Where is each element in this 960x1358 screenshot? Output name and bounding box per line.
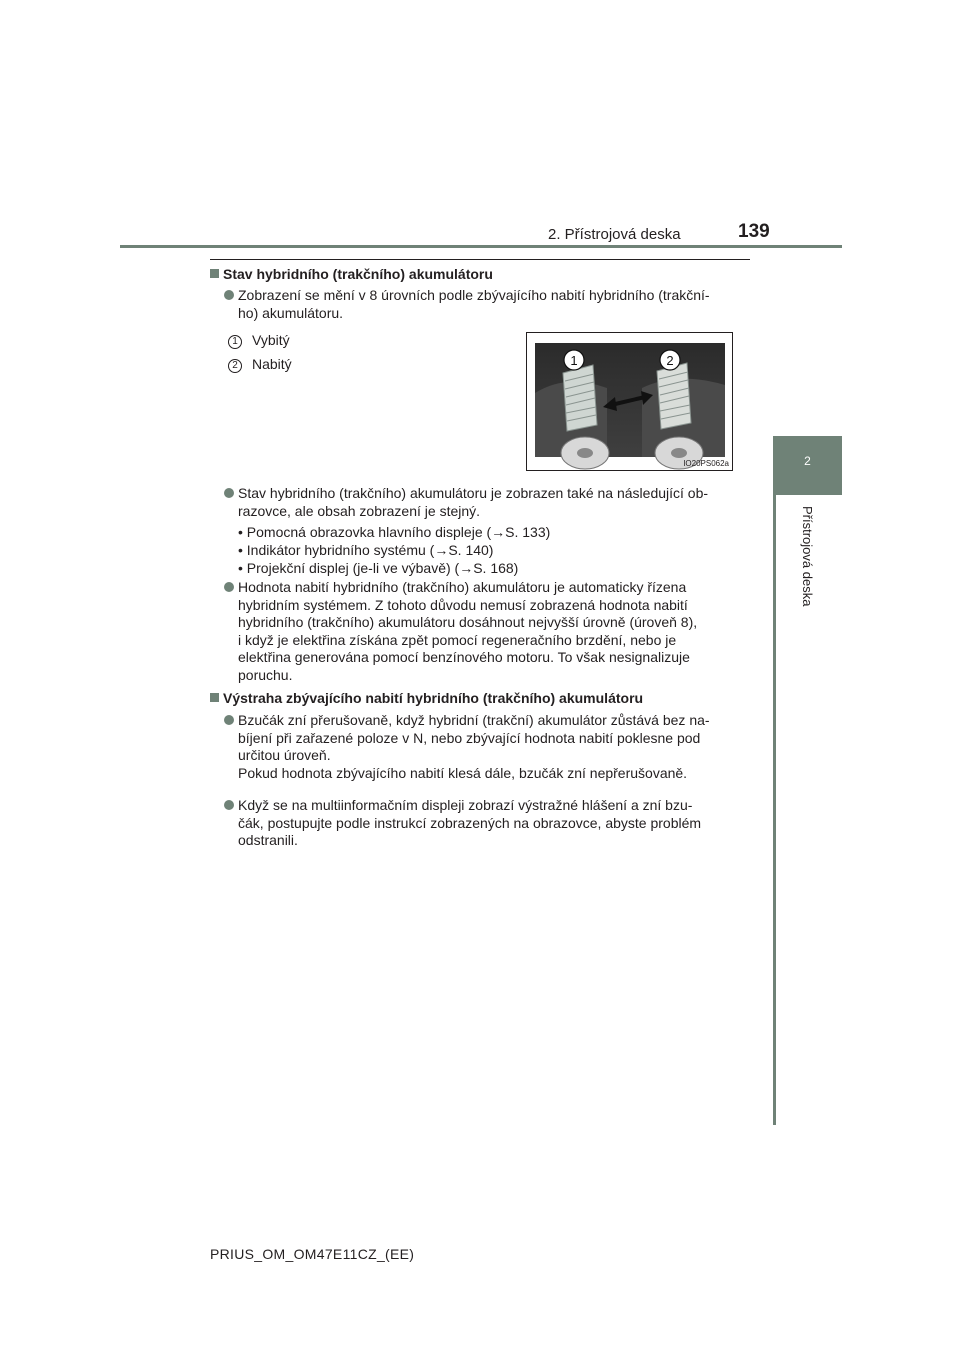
footer-document-code: PRIUS_OM_OM47E11CZ_(EE)	[210, 1246, 415, 1262]
figure-code: IO20PS062a	[683, 459, 729, 468]
list-item: • Projekční displej (je-li ve výbavě) (→S. 168)	[238, 560, 519, 576]
header-rule	[120, 245, 842, 248]
marker-1-label: 1	[570, 353, 578, 368]
square-bullet-icon	[210, 269, 219, 278]
paragraph-buzzer: Bzučák zní přerušovaně, když hybridní (trakční) akumulátor zůstává bez na- bíjení při zařazené poloze v N, nebo zbývající hodnota nabití poklesne pod určitou úroveň. Pokud hodnota zbývajícího nabití klesá dále, bzučák zní nepřerušovaně.	[210, 712, 750, 782]
section-heading-charge-warning: Výstraha zbývajícího nabití hybridního (trakčního) akumulátoru	[210, 690, 643, 706]
section-heading-battery-status: Stav hybridního (trakčního) akumulátoru	[210, 266, 493, 282]
callout-charged: 2 Nabitý	[228, 356, 292, 373]
battery-gauge-illustration	[527, 333, 732, 470]
header-section-title: 2. Přístrojová deska	[548, 226, 681, 243]
circle-bullet-icon	[224, 488, 234, 498]
gauge-charged	[657, 363, 691, 429]
circle-bullet-icon	[224, 715, 234, 725]
marker-2-label: 2	[666, 353, 674, 368]
circle-bullet-icon	[224, 290, 234, 300]
circle-bullet-icon	[224, 582, 234, 592]
paragraph-warning-message: Když se na multiinformačním displeji zobrazí výstražné hlášení a zní bzu- čák, postupujte podle instrukcí zobrazených na obrazovce, abyste problém odstranili.	[210, 797, 750, 850]
chapter-number: 2	[804, 454, 811, 468]
circle-bullet-icon	[224, 800, 234, 810]
chapter-label: Přístrojová deska	[800, 506, 815, 607]
gauge-discharged	[563, 365, 597, 431]
callout-number-icon: 1	[228, 335, 242, 349]
list-item: • Indikátor hybridního systému (→S. 140)	[238, 542, 494, 558]
chapter-tab	[773, 436, 842, 495]
callout-number-icon: 2	[228, 359, 242, 373]
wheel-icon	[561, 437, 609, 469]
battery-level-figure	[526, 332, 733, 471]
paragraph-other-displays: Stav hybridního (trakčního) akumulátoru je zobrazen také na následující ob- razovce, ale obsah zobrazení je stejný.	[210, 485, 750, 520]
square-bullet-icon	[210, 693, 219, 702]
paragraph-display-levels: Zobrazení se mění v 8 úrovních podle zbývajícího nabití hybridního (trakční- ho) akumulátoru.	[210, 287, 750, 322]
content-rule	[210, 259, 750, 260]
callout-discharged: 1 Vybitý	[228, 332, 290, 349]
list-item: • Pomocná obrazovka hlavního displeje (→S. 133)	[238, 524, 551, 540]
page-number: 139	[738, 221, 770, 242]
paragraph-charge-control: Hodnota nabití hybridního (trakčního) akumulátoru je automaticky řízena hybridním systémem. Z tohoto důvodu nemusí zobrazená hodnota nabití hybridního (trakčního) akumulátoru dosáhnout nejvyšší úrovně (úroveň 8), i když je elektřina získána zpět pomocí regeneračního brzdění, nebo je elektřina generována pomocí benzínového motoru. To však nesignalizuje poruchu.	[210, 579, 750, 684]
